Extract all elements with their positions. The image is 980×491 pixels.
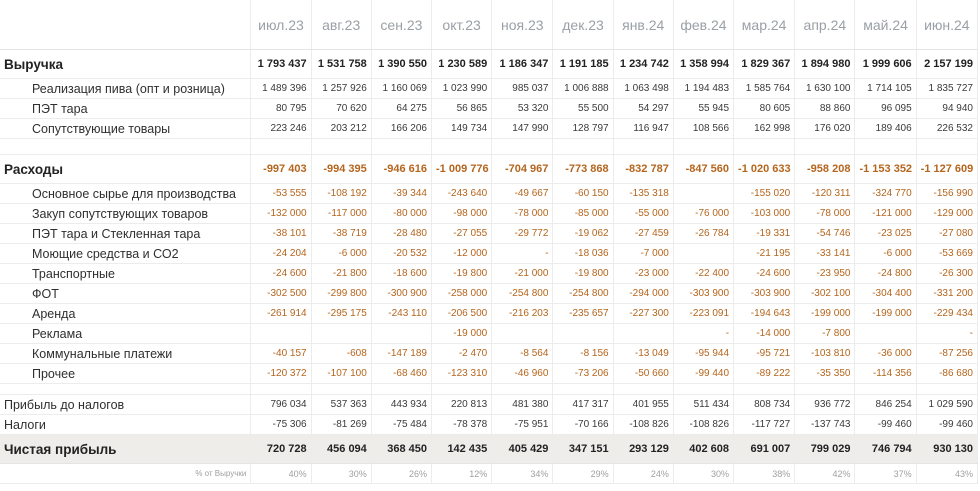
value-cell: -24 204: [251, 244, 311, 264]
value-cell: -35 350: [795, 364, 855, 384]
value-cell: -24 800: [855, 264, 916, 284]
value-cell: -199 000: [855, 304, 916, 324]
row-label: Аренда: [0, 304, 251, 324]
value-cell: -300 900: [371, 284, 431, 304]
value-cell: 1 390 550: [371, 50, 431, 79]
value-cell: [311, 324, 371, 344]
row-label: Реклама: [0, 324, 251, 344]
value-cell: -2 470: [432, 344, 492, 364]
value-cell: 1 793 437: [251, 50, 311, 79]
value-cell: 116 947: [613, 119, 673, 139]
value-cell: -254 800: [492, 284, 553, 304]
value-cell: -7 800: [795, 324, 855, 344]
value-cell: -299 800: [311, 284, 371, 304]
value-cell: 108 566: [673, 119, 733, 139]
value-cell: -26 784: [673, 224, 733, 244]
value-cell: -1 020 633: [734, 155, 795, 184]
value-cell: -21 000: [492, 264, 553, 284]
value-cell: -85 000: [553, 204, 613, 224]
row-label: ПЭТ тара и Стекленная тара: [0, 224, 251, 244]
expense-item-row: [0, 264, 978, 284]
row-label: Закуп сопутствующих товаров: [0, 204, 251, 224]
value-cell: -229 434: [916, 304, 977, 324]
row-label: ФОТ: [0, 284, 251, 304]
value-cell: -38 719: [311, 224, 371, 244]
value-cell: -19 800: [553, 264, 613, 284]
row-label: Чистая прибыль: [0, 435, 251, 464]
value-cell: 29%: [553, 464, 613, 484]
row-label: Основное сырье для производства: [0, 184, 251, 204]
value-cell: 147 990: [492, 119, 553, 139]
value-cell: 368 450: [371, 435, 431, 464]
value-cell: -103 000: [734, 204, 795, 224]
value-cell: 799 029: [795, 435, 855, 464]
value-cell: -19 331: [734, 224, 795, 244]
value-cell: 347 151: [553, 435, 613, 464]
revenue-item-row: [0, 119, 978, 139]
value-cell: -49 667: [492, 184, 553, 204]
expense-item-row: [0, 284, 978, 304]
value-cell: -55 000: [613, 204, 673, 224]
value-cell: -135 318: [613, 184, 673, 204]
value-cell: 1 630 100: [795, 79, 855, 99]
value-cell: -22 400: [673, 264, 733, 284]
row-label: % от Выручки: [0, 464, 251, 484]
revenue-row: [0, 50, 978, 79]
value-cell: -86 680: [916, 364, 977, 384]
value-cell: -54 746: [795, 224, 855, 244]
value-cell: 1 191 185: [553, 50, 613, 79]
value-cell: -23 000: [613, 264, 673, 284]
value-cell: -773 868: [553, 155, 613, 184]
value-cell: 203 212: [311, 119, 371, 139]
value-cell: 96 095: [855, 99, 916, 119]
value-cell: 796 034: [251, 395, 311, 415]
value-cell: 443 934: [371, 395, 431, 415]
value-cell: 1 585 764: [734, 79, 795, 99]
value-cell: 55 945: [673, 99, 733, 119]
value-cell: [371, 324, 431, 344]
value-cell: -832 787: [613, 155, 673, 184]
value-cell: -123 310: [432, 364, 492, 384]
value-cell: [613, 324, 673, 344]
value-cell: 30%: [673, 464, 733, 484]
value-cell: -254 800: [553, 284, 613, 304]
value-cell: 1 829 367: [734, 50, 795, 79]
value-cell: 88 860: [795, 99, 855, 119]
value-cell: 94 940: [916, 99, 977, 119]
value-cell: [673, 184, 733, 204]
value-cell: -23 025: [855, 224, 916, 244]
value-cell: -295 175: [311, 304, 371, 324]
taxes-row: [0, 415, 978, 435]
value-cell: -108 826: [673, 415, 733, 435]
month-header: июл.23: [251, 0, 311, 50]
expenses-row: [0, 155, 978, 184]
month-header: июн.24: [916, 0, 977, 50]
value-cell: -1 153 352: [855, 155, 916, 184]
value-cell: -114 356: [855, 364, 916, 384]
value-cell: -21 800: [311, 264, 371, 284]
value-cell: -847 560: [673, 155, 733, 184]
value-cell: -206 500: [432, 304, 492, 324]
value-cell: -95 944: [673, 344, 733, 364]
value-cell: -75 951: [492, 415, 553, 435]
month-header: сен.23: [371, 0, 431, 50]
value-cell: 1 160 069: [371, 79, 431, 99]
month-header: окт.23: [432, 0, 492, 50]
value-cell: -8 156: [553, 344, 613, 364]
value-cell: -: [916, 324, 977, 344]
value-cell: -132 000: [251, 204, 311, 224]
value-cell: -108 192: [311, 184, 371, 204]
value-cell: 1 006 888: [553, 79, 613, 99]
expense-item-row: [0, 364, 978, 384]
value-cell: 293 129: [613, 435, 673, 464]
value-cell: -70 166: [553, 415, 613, 435]
value-cell: 691 007: [734, 435, 795, 464]
value-cell: -81 269: [311, 415, 371, 435]
value-cell: -216 203: [492, 304, 553, 324]
value-cell: -73 206: [553, 364, 613, 384]
value-cell: 720 728: [251, 435, 311, 464]
value-cell: [553, 324, 613, 344]
expense-item-row: [0, 224, 978, 244]
value-cell: 930 130: [916, 435, 977, 464]
row-label: Выручка: [0, 50, 251, 79]
value-cell: 1 489 396: [251, 79, 311, 99]
value-cell: -98 000: [432, 204, 492, 224]
value-cell: -75 306: [251, 415, 311, 435]
value-cell: -302 500: [251, 284, 311, 304]
value-cell: 1 023 990: [432, 79, 492, 99]
value-cell: -19 062: [553, 224, 613, 244]
expense-item-row: [0, 344, 978, 364]
value-cell: -24 600: [734, 264, 795, 284]
net-profit-row: [0, 435, 978, 464]
value-cell: 1 234 742: [613, 50, 673, 79]
value-cell: 1 894 980: [795, 50, 855, 79]
value-cell: 985 037: [492, 79, 553, 99]
value-cell: 12%: [432, 464, 492, 484]
value-cell: -46 960: [492, 364, 553, 384]
expense-item-row: [0, 204, 978, 224]
value-cell: -120 311: [795, 184, 855, 204]
value-cell: -1 009 776: [432, 155, 492, 184]
value-cell: 34%: [492, 464, 553, 484]
value-cell: -53 555: [251, 184, 311, 204]
value-cell: [855, 324, 916, 344]
value-cell: -75 484: [371, 415, 431, 435]
margin-row: [0, 464, 978, 484]
value-cell: -997 403: [251, 155, 311, 184]
value-cell: 1 230 589: [432, 50, 492, 79]
row-label: Реализация пива (опт и розница): [0, 79, 251, 99]
value-cell: 226 532: [916, 119, 977, 139]
value-cell: 162 998: [734, 119, 795, 139]
value-cell: -120 372: [251, 364, 311, 384]
value-cell: -129 000: [916, 204, 977, 224]
row-label: Налоги: [0, 415, 251, 435]
value-cell: -99 460: [855, 415, 916, 435]
value-cell: 26%: [371, 464, 431, 484]
value-cell: -23 950: [795, 264, 855, 284]
value-cell: -87 256: [916, 344, 977, 364]
value-cell: 402 608: [673, 435, 733, 464]
value-cell: -194 643: [734, 304, 795, 324]
value-cell: -78 378: [432, 415, 492, 435]
value-cell: 220 813: [432, 395, 492, 415]
value-cell: -40 157: [251, 344, 311, 364]
expense-item-row: [0, 184, 978, 204]
value-cell: 24%: [613, 464, 673, 484]
value-cell: -137 743: [795, 415, 855, 435]
value-cell: 56 865: [432, 99, 492, 119]
month-header: дек.23: [553, 0, 613, 50]
value-cell: -18 600: [371, 264, 431, 284]
value-cell: 846 254: [855, 395, 916, 415]
value-cell: 537 363: [311, 395, 371, 415]
value-cell: -243 110: [371, 304, 431, 324]
row-label: Транспортные: [0, 264, 251, 284]
value-cell: -24 600: [251, 264, 311, 284]
value-cell: -99 440: [673, 364, 733, 384]
value-cell: -294 000: [613, 284, 673, 304]
value-cell: -117 727: [734, 415, 795, 435]
month-header: янв.24: [613, 0, 673, 50]
value-cell: 2 157 199: [916, 50, 977, 79]
value-cell: 1 194 483: [673, 79, 733, 99]
spacer-row: [0, 139, 978, 155]
value-cell: -121 000: [855, 204, 916, 224]
value-cell: [251, 324, 311, 344]
value-cell: -68 460: [371, 364, 431, 384]
value-cell: -946 616: [371, 155, 431, 184]
value-cell: 746 794: [855, 435, 916, 464]
header-row: [0, 0, 978, 50]
value-cell: 40%: [251, 464, 311, 484]
value-cell: -235 657: [553, 304, 613, 324]
value-cell: -20 532: [371, 244, 431, 264]
month-header: авг.23: [311, 0, 371, 50]
value-cell: -324 770: [855, 184, 916, 204]
value-cell: 1 358 994: [673, 50, 733, 79]
value-cell: -303 900: [673, 284, 733, 304]
value-cell: 401 955: [613, 395, 673, 415]
value-cell: 166 206: [371, 119, 431, 139]
value-cell: 55 500: [553, 99, 613, 119]
value-cell: -147 189: [371, 344, 431, 364]
value-cell: -26 300: [916, 264, 977, 284]
value-cell: -704 967: [492, 155, 553, 184]
value-cell: 80 795: [251, 99, 311, 119]
value-cell: -103 810: [795, 344, 855, 364]
value-cell: 38%: [734, 464, 795, 484]
value-cell: 1 186 347: [492, 50, 553, 79]
value-cell: -53 669: [916, 244, 977, 264]
value-cell: -223 091: [673, 304, 733, 324]
value-cell: 1 531 758: [311, 50, 371, 79]
value-cell: -258 000: [432, 284, 492, 304]
value-cell: -243 640: [432, 184, 492, 204]
value-cell: -108 826: [613, 415, 673, 435]
value-cell: -21 195: [734, 244, 795, 264]
value-cell: -8 564: [492, 344, 553, 364]
value-cell: -6 000: [311, 244, 371, 264]
value-cell: 405 429: [492, 435, 553, 464]
value-cell: -12 000: [432, 244, 492, 264]
value-cell: -: [492, 244, 553, 264]
value-cell: 1 063 498: [613, 79, 673, 99]
month-header: мар.24: [734, 0, 795, 50]
expense-item-row: [0, 244, 978, 264]
value-cell: -261 914: [251, 304, 311, 324]
value-cell: -302 100: [795, 284, 855, 304]
value-cell: 70 620: [311, 99, 371, 119]
value-cell: -1 127 609: [916, 155, 977, 184]
value-cell: -199 000: [795, 304, 855, 324]
spacer-row: [0, 384, 978, 395]
value-cell: -304 400: [855, 284, 916, 304]
value-cell: -155 020: [734, 184, 795, 204]
value-cell: -38 101: [251, 224, 311, 244]
value-cell: 1 835 727: [916, 79, 977, 99]
value-cell: -303 900: [734, 284, 795, 304]
revenue-item-row: [0, 79, 978, 99]
value-cell: [492, 324, 553, 344]
value-cell: 936 772: [795, 395, 855, 415]
value-cell: -14 000: [734, 324, 795, 344]
value-cell: 53 320: [492, 99, 553, 119]
value-cell: 176 020: [795, 119, 855, 139]
value-cell: -39 344: [371, 184, 431, 204]
value-cell: 80 605: [734, 99, 795, 119]
value-cell: -107 100: [311, 364, 371, 384]
row-label: ПЭТ тара: [0, 99, 251, 119]
value-cell: -994 395: [311, 155, 371, 184]
value-cell: -958 208: [795, 155, 855, 184]
value-cell: 481 380: [492, 395, 553, 415]
row-label: Сопутствующие товары: [0, 119, 251, 139]
value-cell: -50 660: [613, 364, 673, 384]
value-cell: -36 000: [855, 344, 916, 364]
value-cell: -19 800: [432, 264, 492, 284]
value-cell: -: [673, 324, 733, 344]
row-label: Прибыль до налогов: [0, 395, 251, 415]
value-cell: 54 297: [613, 99, 673, 119]
value-cell: 30%: [311, 464, 371, 484]
value-cell: -7 000: [613, 244, 673, 264]
value-cell: -331 200: [916, 284, 977, 304]
value-cell: 1 029 590: [916, 395, 977, 415]
value-cell: 42%: [795, 464, 855, 484]
row-label: Расходы: [0, 155, 251, 184]
value-cell: -27 080: [916, 224, 977, 244]
value-cell: 149 734: [432, 119, 492, 139]
revenue-item-row: [0, 99, 978, 119]
value-cell: -99 460: [916, 415, 977, 435]
value-cell: -6 000: [855, 244, 916, 264]
value-cell: -29 772: [492, 224, 553, 244]
expense-item-row: [0, 324, 978, 344]
value-cell: -27 459: [613, 224, 673, 244]
value-cell: -80 000: [371, 204, 431, 224]
value-cell: 417 317: [553, 395, 613, 415]
row-label: Моющие средства и СО2: [0, 244, 251, 264]
month-header: ноя.23: [492, 0, 553, 50]
month-header: май.24: [855, 0, 916, 50]
value-cell: -89 222: [734, 364, 795, 384]
value-cell: -78 000: [492, 204, 553, 224]
value-cell: -28 480: [371, 224, 431, 244]
value-cell: -27 055: [432, 224, 492, 244]
value-cell: -78 000: [795, 204, 855, 224]
value-cell: -227 300: [613, 304, 673, 324]
value-cell: -13 049: [613, 344, 673, 364]
value-cell: 142 435: [432, 435, 492, 464]
profit-before-tax-row: [0, 395, 978, 415]
value-cell: -33 141: [795, 244, 855, 264]
value-cell: 43%: [916, 464, 977, 484]
value-cell: -95 721: [734, 344, 795, 364]
value-cell: -76 000: [673, 204, 733, 224]
row-label: Прочее: [0, 364, 251, 384]
value-cell: -19 000: [432, 324, 492, 344]
value-cell: 189 406: [855, 119, 916, 139]
value-cell: 808 734: [734, 395, 795, 415]
value-cell: 1 999 606: [855, 50, 916, 79]
value-cell: 1 257 926: [311, 79, 371, 99]
value-cell: 128 797: [553, 119, 613, 139]
value-cell: 37%: [855, 464, 916, 484]
value-cell: -156 990: [916, 184, 977, 204]
value-cell: -608: [311, 344, 371, 364]
value-cell: -18 036: [553, 244, 613, 264]
value-cell: -60 150: [553, 184, 613, 204]
month-header: апр.24: [795, 0, 855, 50]
row-label: Коммунальные платежи: [0, 344, 251, 364]
value-cell: 64 275: [371, 99, 431, 119]
value-cell: -117 000: [311, 204, 371, 224]
expense-item-row: [0, 304, 978, 324]
value-cell: 456 094: [311, 435, 371, 464]
value-cell: 223 246: [251, 119, 311, 139]
value-cell: 1 714 105: [855, 79, 916, 99]
value-cell: 511 434: [673, 395, 733, 415]
value-cell: [673, 244, 733, 264]
month-header: фев.24: [673, 0, 733, 50]
